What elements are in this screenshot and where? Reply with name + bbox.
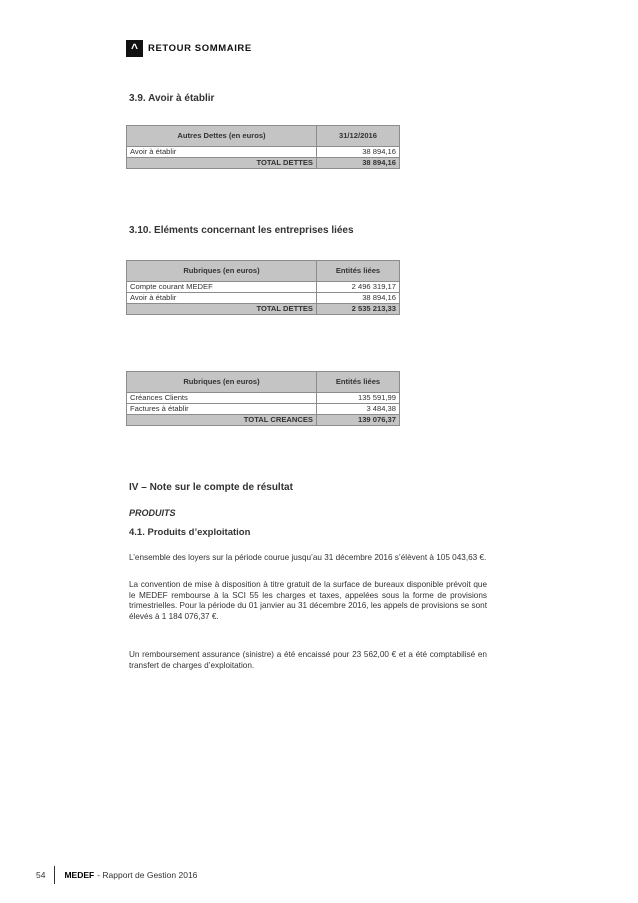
- section-3-9-title: 3.9. Avoir à établir: [129, 93, 215, 104]
- row-value: 3 484,38: [317, 404, 400, 415]
- total-label: TOTAL DETTES: [127, 304, 317, 315]
- section-4-1-title: 4.1. Produits d’exploitation: [129, 527, 251, 538]
- total-value: 139 076,37: [317, 415, 400, 426]
- table-header: Rubriques (en euros): [127, 372, 317, 393]
- retour-sommaire-label: RETOUR SOMMAIRE: [148, 42, 252, 54]
- retour-sommaire-link[interactable]: [126, 39, 252, 57]
- page-footer: [36, 866, 197, 884]
- total-value: 38 894,16: [317, 158, 400, 169]
- table-header: Entités liées: [317, 261, 400, 282]
- table-header: Entités liées: [317, 372, 400, 393]
- row-label: Compte courant MEDEF: [127, 282, 317, 293]
- paragraph-assurance: Un remboursement assurance (sinistre) a été encaissé pour 23 562,00 € et a été comptabilisé en transfert de charges d’exploitation.: [129, 650, 487, 670]
- entites-liees-dettes-table: [126, 260, 400, 315]
- page-number: 54: [36, 870, 46, 880]
- paragraph-loyers: L’ensemble des loyers sur la période courue jusqu’au 31 décembre 2016 s’élèvent à 105 043,63 €.: [129, 553, 487, 562]
- table-row: [127, 404, 400, 415]
- row-value: 38 894,16: [317, 293, 400, 304]
- table-header: Rubriques (en euros): [127, 261, 317, 282]
- row-label: Avoir à établir: [127, 147, 317, 158]
- footer-brand: MEDEF: [64, 870, 95, 880]
- autres-dettes-table: [126, 125, 400, 169]
- table-row: [127, 282, 400, 293]
- total-value: 2 535 213,33: [317, 304, 400, 315]
- entites-liees-creances-table: [126, 371, 400, 426]
- row-label: Créances Clients: [127, 393, 317, 404]
- table-row: [127, 293, 400, 304]
- footer-divider: [54, 866, 55, 884]
- total-row: [127, 158, 400, 169]
- produits-subtitle: PRODUITS: [129, 508, 176, 518]
- table-row: [127, 147, 400, 158]
- table-row: [127, 393, 400, 404]
- total-row: [127, 415, 400, 426]
- caret-up-icon: ^: [126, 40, 143, 57]
- section-3-10-title: 3.10. Eléments concernant les entreprises liées: [129, 225, 354, 236]
- row-value: 2 496 319,17: [317, 282, 400, 293]
- total-label: TOTAL CREANCES: [127, 415, 317, 426]
- row-value: 38 894,16: [317, 147, 400, 158]
- paragraph-convention: La convention de mise à disposition à titre gratuit de la surface de bureaux disponible prévoit que le MEDEF rembourse à la SCI 55 les charges et taxes, appelées sous la forme de provisions trimestrielles. Pour la période du 01 janvier au 31 décembre 2016, les appels de provisions se sont élevés à 1 184 076,37 €.: [129, 580, 487, 622]
- row-label: Factures à établir: [127, 404, 317, 415]
- total-label: TOTAL DETTES: [127, 158, 317, 169]
- total-row: [127, 304, 400, 315]
- table-header: Autres Dettes (en euros): [127, 126, 317, 147]
- table-header: 31/12/2016: [317, 126, 400, 147]
- section-iv-title: IV – Note sur le compte de résultat: [129, 482, 293, 493]
- footer-report-title: - Rapport de Gestion 2016: [97, 870, 198, 880]
- row-label: Avoir à établir: [127, 293, 317, 304]
- row-value: 135 591,99: [317, 393, 400, 404]
